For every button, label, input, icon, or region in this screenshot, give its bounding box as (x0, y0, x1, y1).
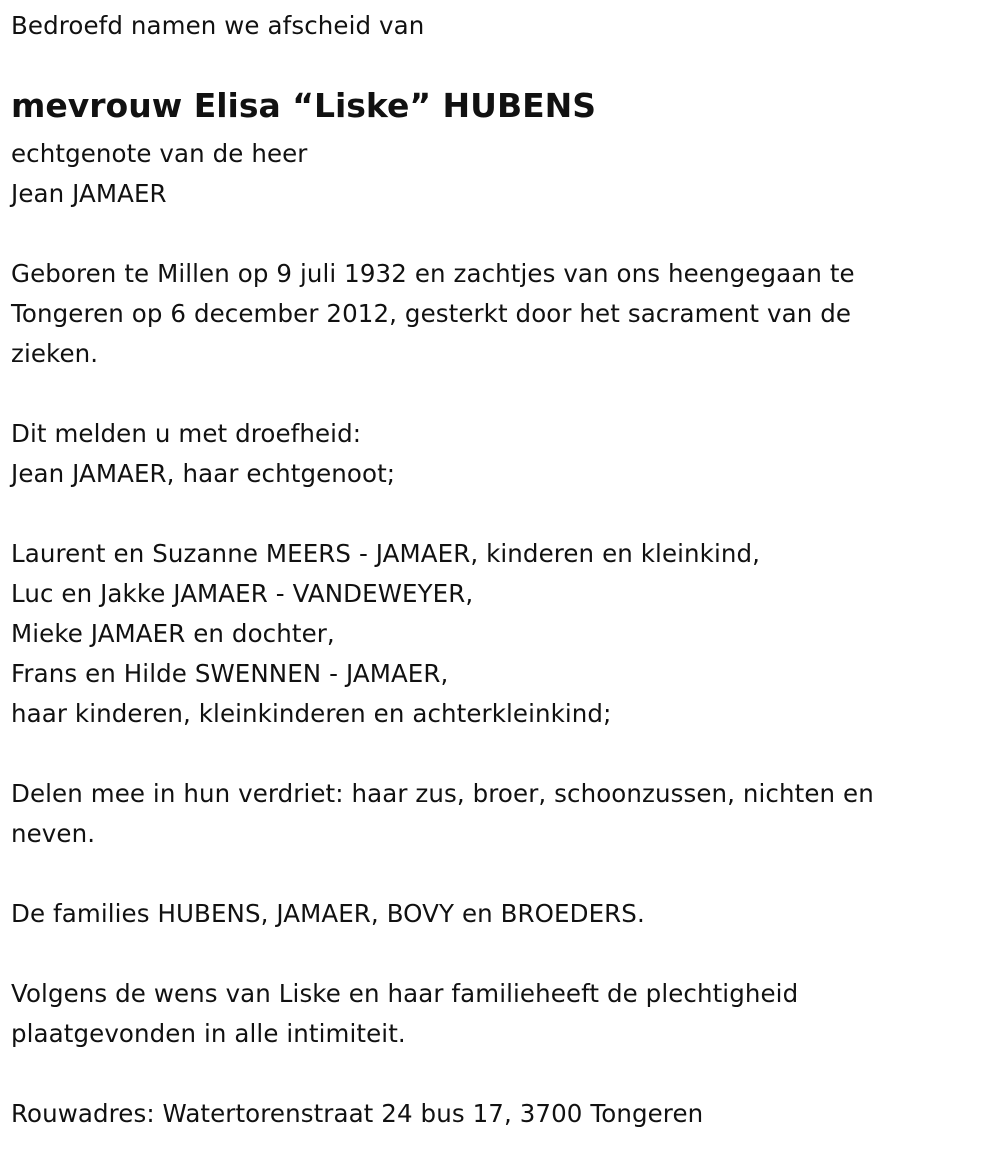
paragraph-line: neven. (11, 819, 96, 848)
spouse-block (11, 134, 307, 214)
birth-death-paragraph (11, 254, 855, 374)
paragraph-line: Frans en Hilde SWENNEN - JAMAER, (11, 659, 449, 688)
paragraph-line: Dit melden u met droefheid: (11, 419, 362, 448)
paragraph-line: Volgens de wens van Liske en haar familieheeft de plechtigheid (11, 979, 799, 1008)
children-paragraph (11, 534, 760, 734)
spouse-name: Jean JAMAER (11, 179, 167, 208)
paragraph-line: plaatgevonden in alle intimiteit. (11, 1019, 406, 1048)
mourning-address: Rouwadres: Watertorenstraat 24 bus 17, 3700 Tongeren (11, 1099, 704, 1128)
announcers-paragraph (11, 414, 395, 494)
paragraph-line: Tongeren op 6 december 2012, gesterkt door het sacrament van de (11, 299, 852, 328)
paragraph-line: Luc en Jakke JAMAER - VANDEWEYER, (11, 579, 474, 608)
paragraph-line: Mieke JAMAER en dochter, (11, 619, 335, 648)
paragraph-line: De families HUBENS, JAMAER, BOVY en BROEDERS. (11, 899, 645, 928)
paragraph-line: haar kinderen, kleinkinderen en achterkleinkind; (11, 699, 612, 728)
relatives-paragraph (11, 774, 874, 854)
address-paragraph (11, 1094, 703, 1134)
paragraph-line: Delen mee in hun verdriet: haar zus, broer, schoonzussen, nichten en (11, 779, 874, 808)
deceased-name: mevrouw Elisa “Liske” HUBENS (11, 86, 597, 125)
paragraph-line: Laurent en Suzanne MEERS - JAMAER, kinderen en kleinkind, (11, 539, 761, 568)
paragraph-line: Jean JAMAER, haar echtgenoot; (11, 459, 396, 488)
spouse-intro: echtgenote van de heer (11, 139, 308, 168)
intro-text: Bedroefd namen we afscheid van (11, 11, 425, 40)
paragraph-line: zieken. (11, 339, 99, 368)
paragraph-line: Geboren te Millen op 9 juli 1932 en zachtjes van ons heengegaan te (11, 259, 855, 288)
families-paragraph (11, 894, 645, 934)
ceremony-paragraph (11, 974, 798, 1054)
